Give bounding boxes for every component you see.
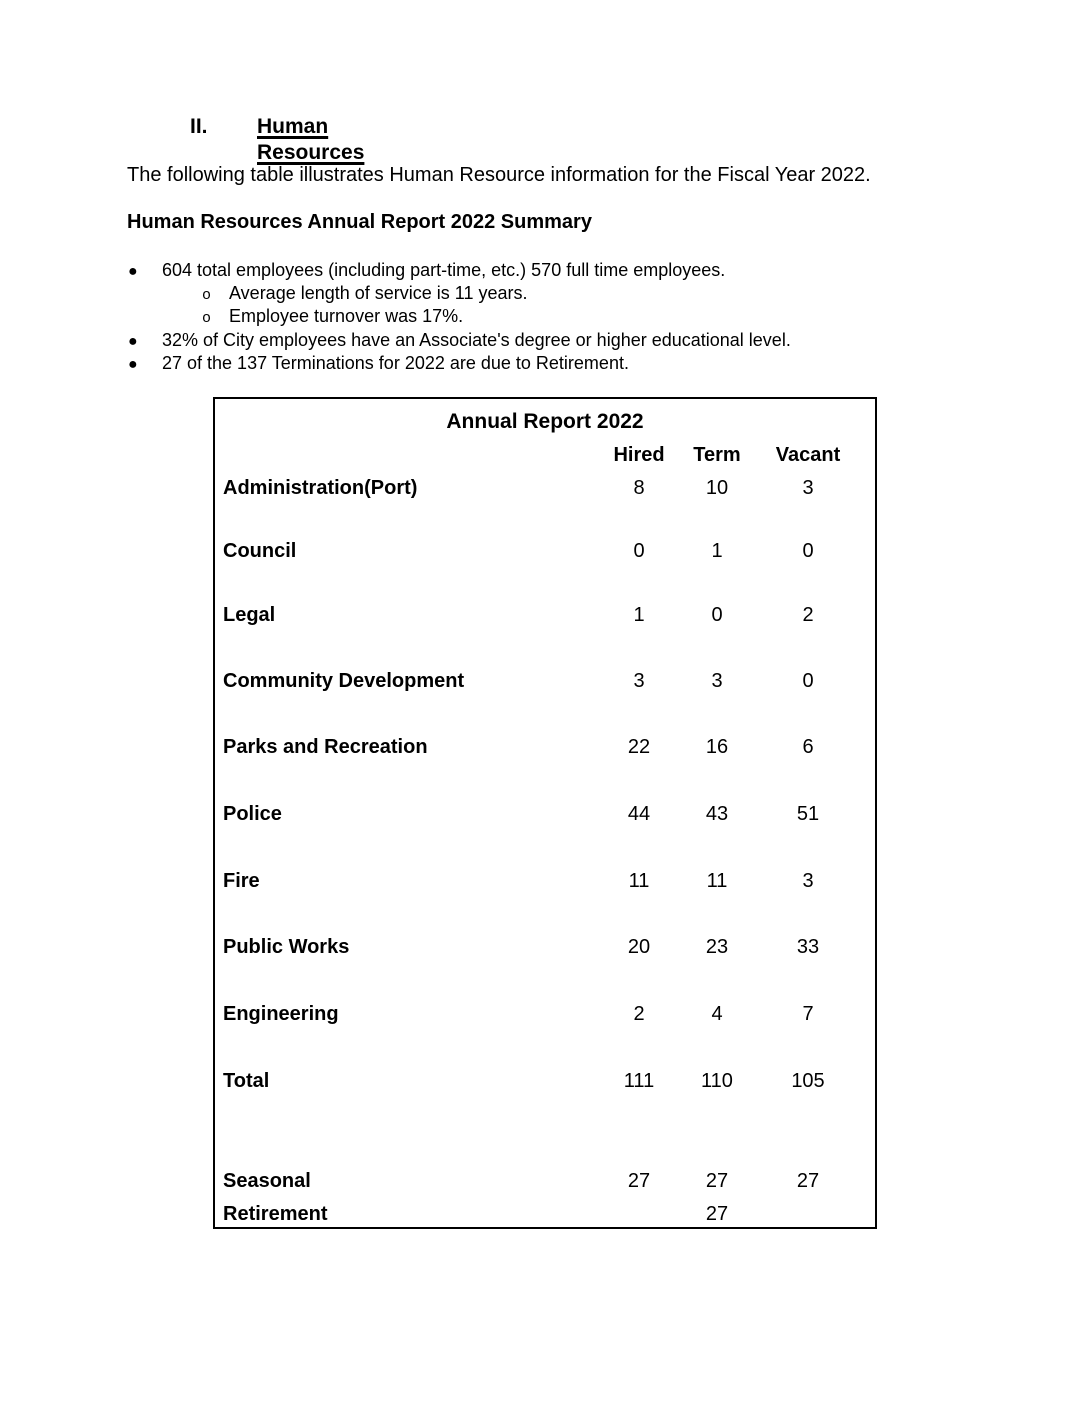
- vacant-cell: 33: [796, 936, 820, 958]
- term-cell: 0: [711, 604, 723, 626]
- vacant-cell: 3: [802, 870, 814, 892]
- sub-bullet-marker-icon: o: [202, 287, 212, 305]
- column-header-vacant: Vacant: [775, 444, 841, 466]
- vacant-cell: 2: [802, 604, 814, 626]
- column-header-hired: Hired: [613, 444, 665, 466]
- hired-cell: [595, 1202, 683, 1226]
- department-header-cell: [215, 443, 595, 467]
- table-row: [215, 603, 875, 627]
- table-row: [215, 1202, 875, 1226]
- bullet-text: 604 total employees (including part-time, etc.) 570 full time employees.: [162, 260, 726, 280]
- hired-cell: 27: [627, 1170, 651, 1192]
- department-cell: Seasonal: [223, 1170, 311, 1192]
- table-title: Annual Report 2022: [446, 410, 644, 433]
- bullet-text: Average length of service is 11 years.: [229, 283, 528, 304]
- table-row: [215, 1002, 875, 1026]
- section-title: Human Resources: [257, 115, 365, 164]
- vacant-cell: 0: [802, 670, 814, 692]
- term-cell: 27: [705, 1170, 729, 1192]
- hired-cell: 11: [628, 870, 650, 892]
- bullet-marker-icon: ●: [128, 263, 138, 280]
- section-number: II.: [190, 115, 208, 138]
- table-row: [215, 476, 875, 500]
- table-header-row: [215, 443, 875, 467]
- annual-report-table: [213, 397, 877, 1229]
- hired-cell: 22: [627, 736, 651, 758]
- vacant-cell: 6: [802, 736, 814, 758]
- intro-paragraph: The following table illustrates Human Resource information for the Fiscal Year 2022.: [127, 164, 871, 186]
- term-cell: 43: [705, 803, 729, 825]
- hired-cell: 44: [627, 803, 651, 825]
- bullet-marker-icon: ●: [128, 355, 138, 373]
- summary-heading: Human Resources Annual Report 2022 Summary: [127, 211, 592, 233]
- vacant-cell: 27: [796, 1170, 820, 1192]
- sub-bullet-marker-icon: o: [202, 310, 212, 328]
- department-cell: Fire: [223, 870, 260, 892]
- table-row: [215, 669, 875, 693]
- hired-cell: 8: [633, 477, 645, 499]
- hired-cell: 111: [623, 1070, 655, 1092]
- vacant-cell: 51: [796, 803, 820, 825]
- term-cell: 10: [705, 477, 729, 499]
- department-cell: Total: [223, 1070, 270, 1092]
- department-cell: Public Works: [223, 936, 350, 958]
- bullet-item: [202, 305, 1088, 328]
- hired-cell: 20: [627, 936, 651, 958]
- bullet-marker-icon: ●: [128, 332, 138, 350]
- table-row: [215, 1169, 875, 1193]
- vacant-cell: 105: [791, 1070, 825, 1092]
- bullet-item: [128, 259, 1088, 282]
- table-row: [215, 539, 875, 563]
- term-cell: 4: [711, 1003, 723, 1025]
- hired-cell: 3: [633, 670, 645, 692]
- term-cell: 16: [705, 736, 729, 758]
- bullet-text: 32% of City employees have an Associate's degree or higher educational level.: [162, 329, 791, 350]
- summary-bullet-list: [0, 259, 1088, 375]
- term-cell: 110: [701, 1070, 733, 1092]
- department-cell: Legal: [223, 604, 276, 626]
- department-cell: Parks and Recreation: [223, 736, 428, 758]
- bullet-text: Employee turnover was 17%.: [229, 306, 464, 327]
- table-row: [215, 802, 875, 826]
- department-cell: Retirement: [223, 1203, 328, 1225]
- table-row: [215, 735, 875, 759]
- bullet-item: [128, 352, 1088, 375]
- hired-cell: 0: [633, 540, 645, 562]
- table-row: [215, 935, 875, 959]
- term-cell: 1: [711, 540, 723, 562]
- term-cell: 11: [706, 870, 728, 892]
- term-cell: 23: [705, 936, 729, 958]
- column-header-term: Term: [693, 444, 741, 466]
- bullet-item: [202, 282, 1088, 305]
- term-cell: 27: [705, 1203, 729, 1225]
- department-cell: Council: [223, 540, 297, 562]
- vacant-cell: [751, 1202, 865, 1226]
- vacant-cell: 3: [802, 477, 814, 499]
- department-cell: Engineering: [223, 1003, 339, 1025]
- bullet-text: 27 of the 137 Terminations for 2022 are due to Retirement.: [162, 352, 629, 373]
- department-cell: Administration(Port): [223, 477, 418, 499]
- term-cell: 3: [711, 670, 723, 692]
- department-cell: Community Development: [223, 670, 465, 692]
- vacant-cell: 0: [802, 540, 814, 562]
- hired-cell: 2: [633, 1003, 645, 1025]
- table-row-total: [215, 1069, 875, 1093]
- department-cell: Police: [223, 803, 282, 825]
- hired-cell: 1: [633, 604, 645, 626]
- vacant-cell: 7: [802, 1003, 814, 1025]
- bullet-item: [128, 329, 1088, 352]
- table-row: [215, 869, 875, 893]
